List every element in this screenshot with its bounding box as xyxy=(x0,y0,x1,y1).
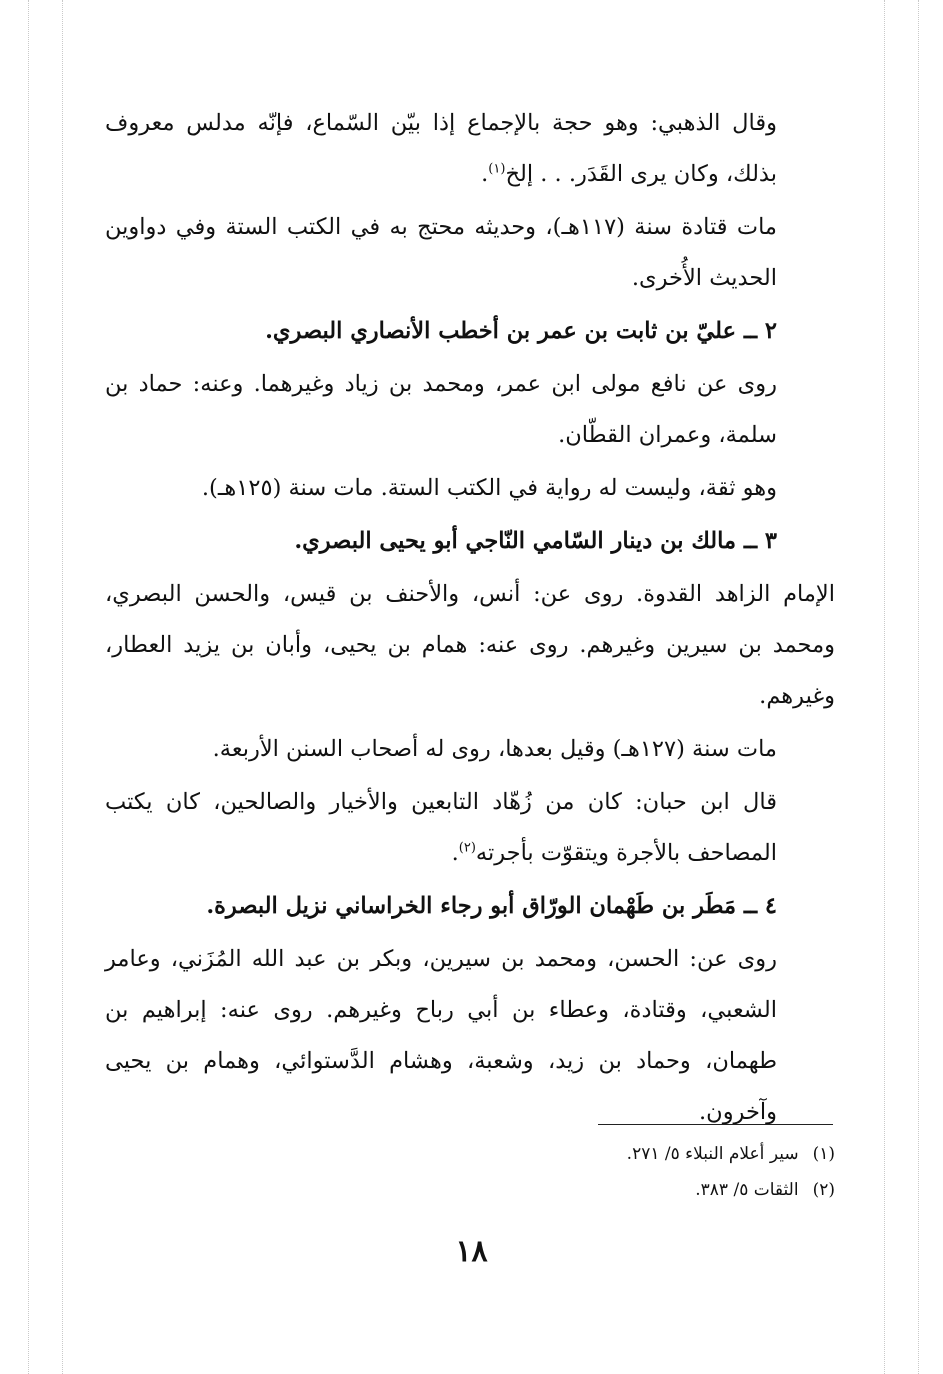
entry-heading-4: ٤ ــ مَطَر بن طَهْمان الورّاق أبو رجاء الخراساني نزيل البصرة. xyxy=(206,893,777,919)
paragraph-matar-narrators: روى عن: الحسن، ومحمد بن سيرين، وبكر بن عبد الله المُزَني، وعامر الشعبي، وقتادة، وعطاء بن أبي رباح وغيرهم. روى عنه: إبراهيم بن طهمان، وحماد بن زيد، وشعبة، وهشام الدَّستوائي، وهمام بن يحيى وآخرون. xyxy=(105,946,777,1125)
entry-heading-3: ٣ ــ مالك بن دينار السّامي النّاجي أبو يحيى البصري. xyxy=(294,528,777,554)
page-number: ١٨ xyxy=(455,1234,488,1269)
footnote-ref-1[interactable]: (١) xyxy=(488,161,506,177)
footnotes xyxy=(335,1136,835,1208)
paragraph-malik-death: مات سنة (١٢٧هـ) وقيل بعدها، روى له أصحاب السنن الأربعة. xyxy=(212,736,777,762)
paragraph-qatada-death: مات قتادة سنة (١١٧هـ)، وحديثه محتج به في الكتب الستة وفي دواوين الحديث الأُخرى. xyxy=(105,214,777,291)
paragraph-ibn-hibban: قال ابن حبان: كان من زُهّاد التابعين والأخيار والصالحين، كان يكتب المصاحف بالأجرة ويتقوّت بأجرته$^{(٢)}$. xyxy=(105,789,777,866)
page-body xyxy=(105,98,835,1140)
footnote-text: الثقات ٥/ ٣٨٣. xyxy=(695,1180,799,1200)
paragraph-ali-status: وهو ثقة، وليست له رواية في الكتب الستة. مات سنة (١٢٥هـ). xyxy=(201,475,777,501)
footnote-ref-2[interactable]: (٢) xyxy=(458,840,476,856)
footnote-text: سير أعلام النبلاء ٥/ ٢٧١. xyxy=(626,1144,799,1164)
footnote-separator xyxy=(598,1124,833,1125)
entry-heading-2: ٢ ــ عليّ بن ثابت بن عمر بن أخطب الأنصاري البصري. xyxy=(265,318,777,344)
paragraph-dhahabi-quote: وقال الذهبي: وهو حجة بالإجماع إذا بيّن السّماع، فإنّه مدلس معروف بذلك، وكان يرى القَدَر. . . إلخ$^{(١)}$. xyxy=(105,110,777,187)
footnote-number: (١) xyxy=(812,1144,835,1164)
footnote-1 xyxy=(335,1136,835,1172)
footnote-2 xyxy=(335,1172,835,1208)
footnote-number: (٢) xyxy=(812,1180,835,1200)
paragraph-ali-narrators: روى عن نافع مولى ابن عمر، ومحمد بن زياد وغيرهما. وعنه: حماد بن سلمة، وعمران القطّان. xyxy=(105,371,777,448)
paragraph-malik-narrators: الإمام الزاهد القدوة. روى عن: أنس، والأحنف بن قيس، والحسن البصري، ومحمد بن سيرين وغيرهم. روى عنه: همام بن يحيى، وأبان بن يزيد العطار، وغيرهم. xyxy=(105,581,835,709)
